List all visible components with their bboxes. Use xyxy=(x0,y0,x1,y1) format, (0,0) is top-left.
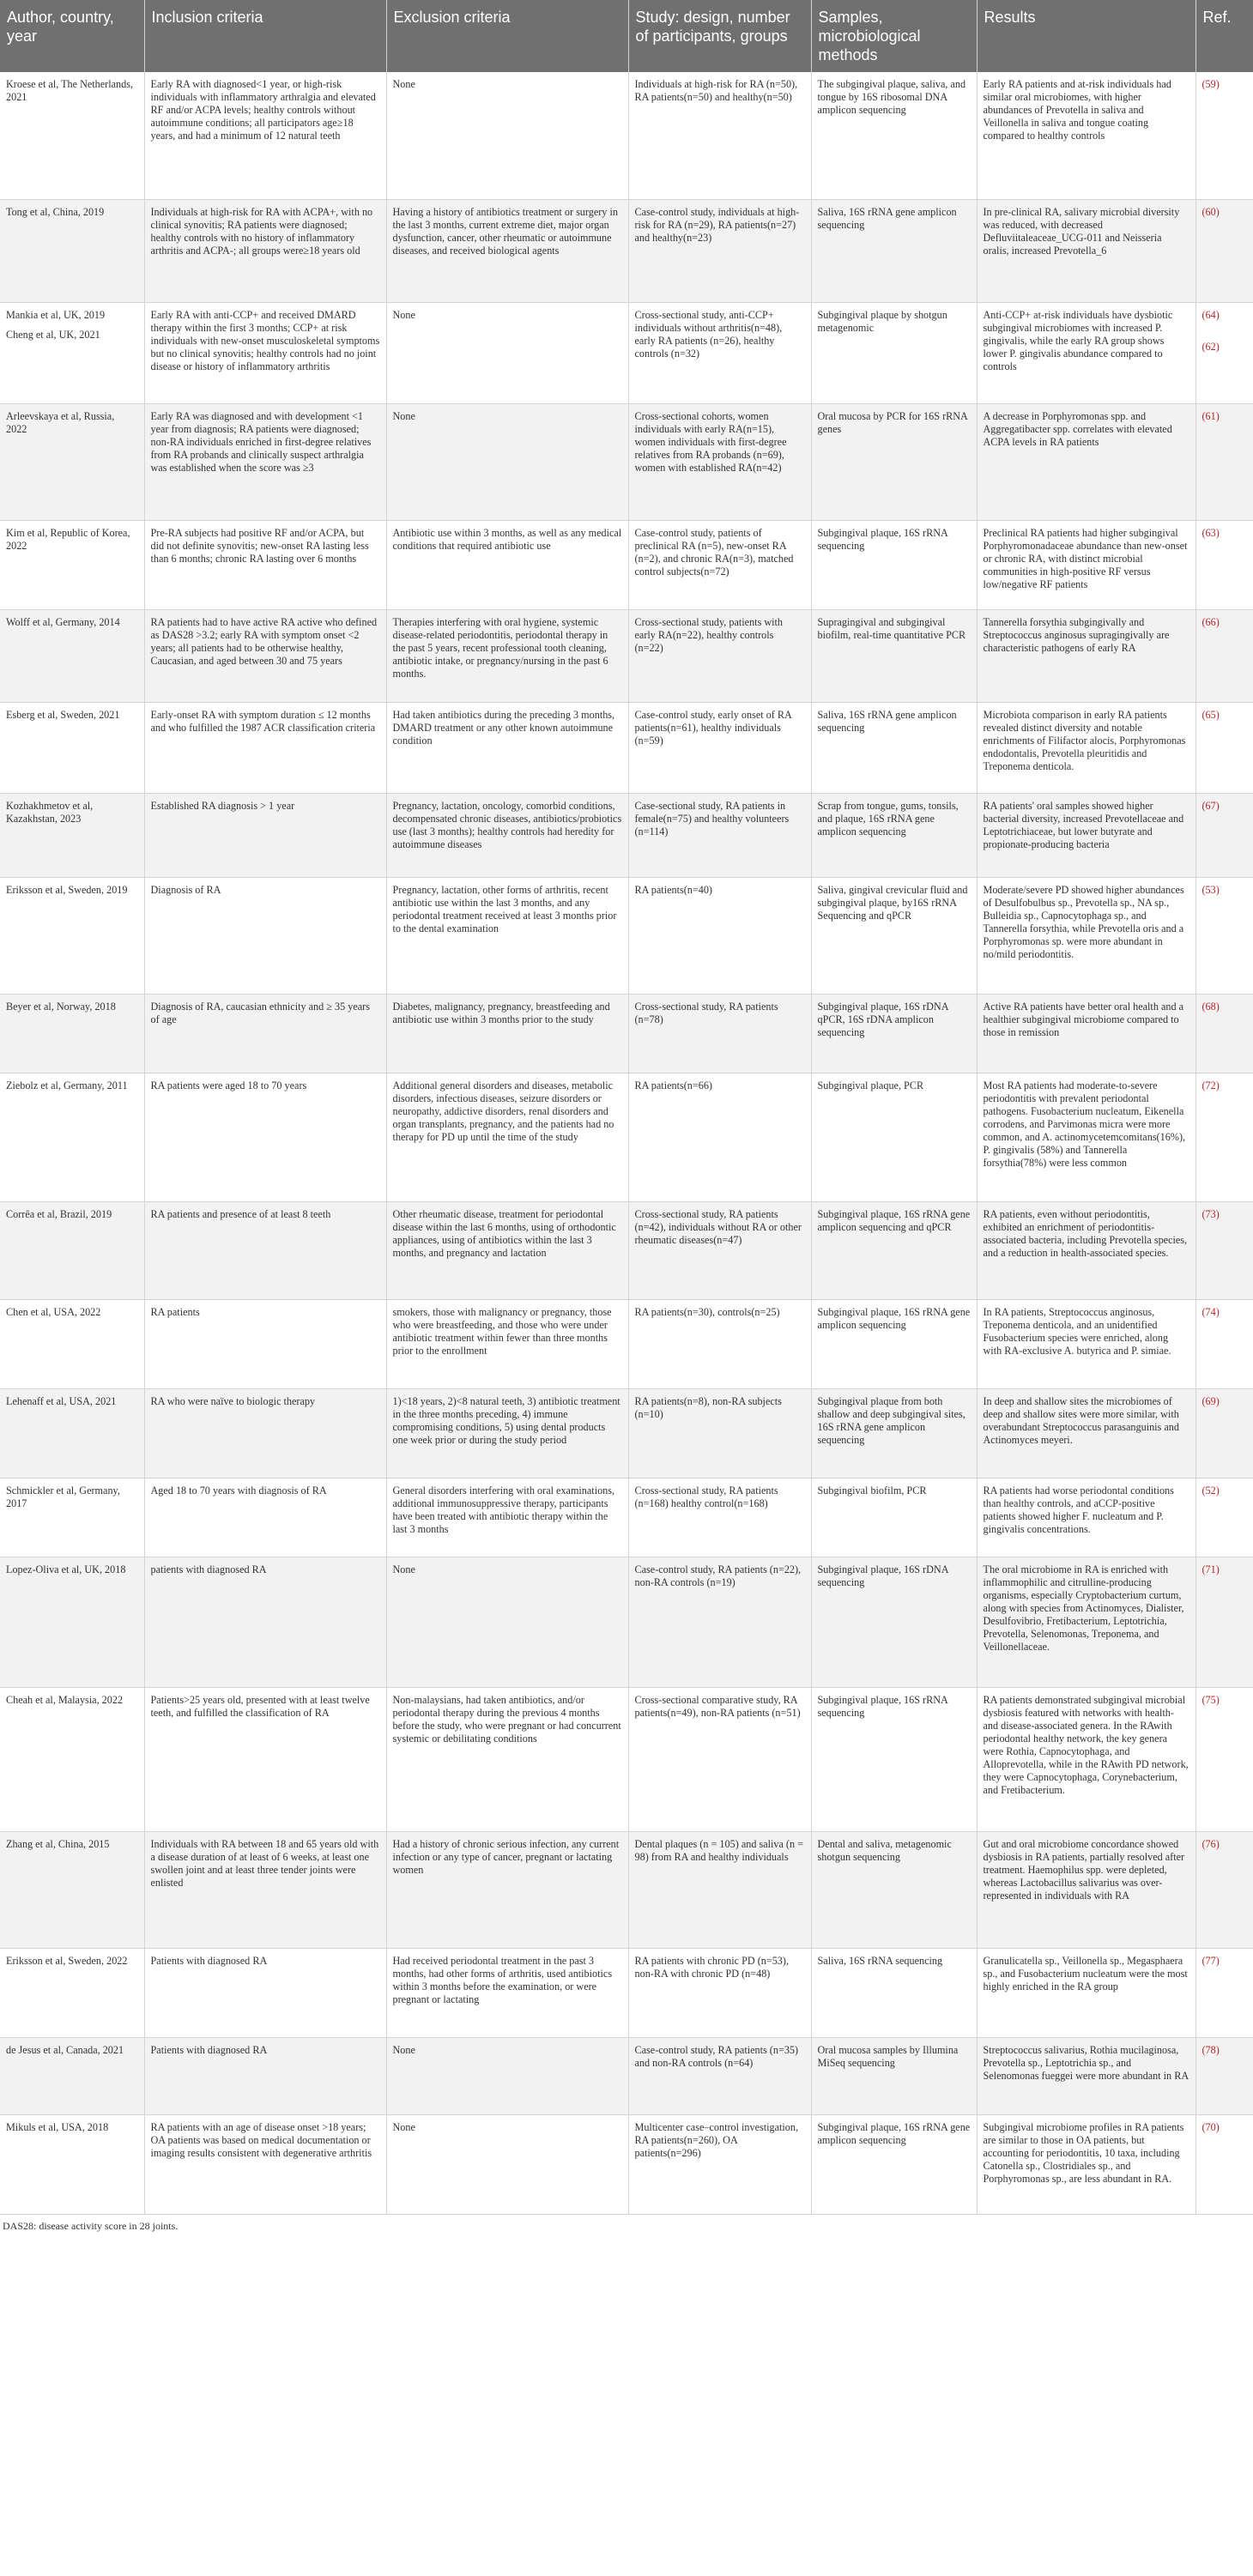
cell-samples: Saliva, 16S rRNA gene amplicon sequencing xyxy=(811,702,977,793)
cell-author: Eriksson et al, Sweden, 2022 xyxy=(0,1948,144,2037)
cell-results: RA patients' oral samples showed higher bacterial diversity, increased Prevotellaceae and Leptotrichiaceae, but lower butyrate and propionate-producing bacteria xyxy=(977,793,1195,877)
cell-inclusion: Patients>25 years old, presented with at least twelve teeth, and fulfilled the classification of RA xyxy=(144,1687,386,1831)
cell-study: Case-control study, RA patients (n=35) and non-RA controls (n=64) xyxy=(628,2037,811,2114)
cell-inclusion: Patients with diagnosed RA xyxy=(144,1948,386,2037)
ref-first[interactable]: (64) xyxy=(1202,308,1220,321)
cell-samples: Subgingival plaque, PCR xyxy=(811,1073,977,1201)
cell-results: In deep and shallow sites the microbiomes of deep and shallow sites were more similar, with overabundant Streptococcus parasanguinis and Actinomyces meyeri. xyxy=(977,1388,1195,1478)
cell-inclusion: Aged 18 to 70 years with diagnosis of RA xyxy=(144,1478,386,1557)
cell-author: Chen et al, USA, 2022 xyxy=(0,1299,144,1388)
cell-exclusion: 1)<18 years, 2)<8 natural teeth, 3) antibiotic treatment in the three months preceding, 4) immune compromising conditions, 5) using dental products one week prior or during the study period xyxy=(386,1388,628,1478)
cell-results: Preclinical RA patients had higher subgingival Porphyromonadaceae abundance than new-onset or chronic RA, with distinct microbial communities in high-positive RF versus low/negative RF patients xyxy=(977,520,1195,609)
cell-results: Moderate/severe PD showed higher abundances of Desulfobulbus sp., Prevotella sp., NA sp., Bulleidia sp., Capnocytophaga sp., and Tannerella forsythia, while Prevotella oris and a Porphyromonas sp. were more abundant in no/mild periodontitis. xyxy=(977,877,1195,994)
cell-results: In RA patients, Streptococcus anginosus, Treponema denticola, and an unidentified Fusobacterium species were enriched, along with RA-exclusive A. butyrica and P. simiae. xyxy=(977,1299,1195,1388)
cell-exclusion: General disorders interfering with oral examinations, additional immunosuppressive therapy, participants have been treated with antibiotic therapy within the last 3 months xyxy=(386,1478,628,1557)
cell-exclusion: None xyxy=(386,1557,628,1687)
cell-study: Case-control study, early onset of RA patients(n=61), healthy individuals (n=59) xyxy=(628,702,811,793)
table-row xyxy=(0,1687,1253,1831)
table-row xyxy=(0,2114,1253,2214)
table-row xyxy=(0,1073,1253,1201)
cell-study: RA patients(n=8), non-RA subjects (n=10) xyxy=(628,1388,811,1478)
cell-exclusion: None xyxy=(386,403,628,520)
cell-exclusion: Had taken antibiotics during the preceding 3 months, DMARD treatment or any other known autoimmune condition xyxy=(386,702,628,793)
header-ref: Ref. xyxy=(1195,0,1253,72)
table-row xyxy=(0,793,1253,877)
header-author: Author, country, year xyxy=(0,0,144,72)
cell-study: RA patients(n=40) xyxy=(628,877,811,994)
cell-ref[interactable]: (59) xyxy=(1195,72,1253,199)
cell-samples: Supragingival and subgingival biofilm, real-time quantitative PCR xyxy=(811,609,977,702)
cell-inclusion: RA patients xyxy=(144,1299,386,1388)
cell-study: Cross-sectional study, RA patients (n=42), individuals without RA or other rheumatic diseases(n=47) xyxy=(628,1201,811,1299)
table-row xyxy=(0,2037,1253,2114)
cell-ref[interactable]: (78) xyxy=(1195,2037,1253,2114)
cell-samples: Oral mucosa by PCR for 16S rRNA genes xyxy=(811,403,977,520)
cell-inclusion: RA patients with an age of disease onset >18 years; OA patients was based on medical documentation or imaging results consistent with degenerative arthritis xyxy=(144,2114,386,2214)
author-second: Cheng et al, UK, 2021 xyxy=(6,328,100,341)
cell-inclusion: Individuals with RA between 18 and 65 years old with a disease duration of at least of 6 weeks, at least one swollen joint and at least three tender joints were enlisted xyxy=(144,1831,386,1948)
cell-samples: Dental and saliva, metagenomic shotgun sequencing xyxy=(811,1831,977,1948)
cell-samples: Subgingival plaque, 16S rRNA sequencing xyxy=(811,1687,977,1831)
cell-results: Granulicatella sp., Veillonella sp., Megasphaera sp., and Fusobacterium nucleatum were the most highly enriched in the RA group xyxy=(977,1948,1195,2037)
cell-samples: Subgingival plaque, 16S rRNA sequencing xyxy=(811,520,977,609)
cell-author: Schmickler et al, Germany, 2017 xyxy=(0,1478,144,1557)
table-row xyxy=(0,877,1253,994)
cell-results: RA patients had worse periodontal conditions than healthy controls, and aCCP-positive patients showed higher F. nucleatum and P. gingivalis concentrations. xyxy=(977,1478,1195,1557)
cell-results: Most RA patients had moderate-to-severe periodontitis with prevalent periodontal pathogens. Fusobacterium nucleatum, Eikenella corrodens, and Parvimonas micra were more common, and A. actinomycetemcomitans(16%), P. gingivalis (58%) and Tannerella forsythia(78%) were less common xyxy=(977,1073,1195,1201)
cell-ref[interactable]: (67) xyxy=(1195,793,1253,877)
cell-exclusion: Therapies interfering with oral hygiene, systemic disease-related periodontitis, periodontal therapy in the past 5 years, recent professional tooth cleaning, antibiotic intake, or pregnancy/nursing in the past 6 months. xyxy=(386,609,628,702)
cell-author: Lopez-Oliva et al, UK, 2018 xyxy=(0,1557,144,1687)
table-row xyxy=(0,609,1253,702)
cell-results: Tannerella forsythia subgingivally and Streptococcus anginosus supragingivally are characteristic pathogens of early RA xyxy=(977,609,1195,702)
cell-exclusion: Other rheumatic disease, treatment for periodontal disease within the last 6 months, using of orthodontic appliances, using of antibiotics within the last 3 months, and pregnancy and lactation xyxy=(386,1201,628,1299)
header-exclusion: Exclusion criteria xyxy=(386,0,628,72)
cell-ref[interactable]: (75) xyxy=(1195,1687,1253,1831)
cell-inclusion: RA who were naïve to biologic therapy xyxy=(144,1388,386,1478)
table-row xyxy=(0,994,1253,1073)
cell-study: Multicenter case–control investigation, RA patients(n=260), OA patients(n=296) xyxy=(628,2114,811,2214)
table-footnote: DAS28: disease activity score in 28 joints. xyxy=(3,2219,179,2232)
header-row xyxy=(0,0,1253,72)
table-row xyxy=(0,72,1253,199)
cell-samples: Subgingival plaque by shotgun metagenomic xyxy=(811,302,977,403)
table-row xyxy=(0,1299,1253,1388)
cell-ref[interactable]: (63) xyxy=(1195,520,1253,609)
table-row xyxy=(0,199,1253,302)
cell-exclusion: Antibiotic use within 3 months, as well as any medical conditions that required antibiotic use xyxy=(386,520,628,609)
cell-inclusion: Established RA diagnosis > 1 year xyxy=(144,793,386,877)
cell-ref[interactable]: (60) xyxy=(1195,199,1253,302)
cell-author: Mikuls et al, USA, 2018 xyxy=(0,2114,144,2214)
author-first: Mankia et al, UK, 2019 xyxy=(6,308,106,321)
cell-ref[interactable]: (70) xyxy=(1195,2114,1253,2214)
table-row xyxy=(0,302,1253,403)
cell-author: Corrêa et al, Brazil, 2019 xyxy=(0,1201,144,1299)
cell-inclusion: patients with diagnosed RA xyxy=(144,1557,386,1687)
cell-samples: Oral mucosa samples by Illumina MiSeq sequencing xyxy=(811,2037,977,2114)
cell-study: Dental plaques (n = 105) and saliva (n = 98) from RA and healthy individuals xyxy=(628,1831,811,1948)
cell-author: Ziebolz et al, Germany, 2011 xyxy=(0,1073,144,1201)
cell-samples: Saliva, 16S rRNA gene amplicon sequencing xyxy=(811,199,977,302)
cell-ref[interactable]: (77) xyxy=(1195,1948,1253,2037)
cell-study: Cross-sectional cohorts, women individuals with early RA(n=15), women individuals with first-degree relatives from RA probands (n=69), women with established RA(n=42) xyxy=(628,403,811,520)
cell-exclusion: Had received periodontal treatment in the past 3 months, had other forms of arthritis, used antibiotics within 3 months before the examination, or were pregnant or lactating xyxy=(386,1948,628,2037)
cell-study: Case-control study, patients of preclinical RA (n=5), new-onset RA (n=2), and chronic RA(n=3), matched control subjects(n=72) xyxy=(628,520,811,609)
cell-author: Zhang et al, China, 2015 xyxy=(0,1831,144,1948)
table-row xyxy=(0,520,1253,609)
cell-study: RA patients(n=66) xyxy=(628,1073,811,1201)
cell-author: Kozhakhmetov et al, Kazakhstan, 2023 xyxy=(0,793,144,877)
cell-inclusion: Pre-RA subjects had positive RF and/or ACPA, but did not definite synovitis; new-onset RA lasting less than 6 months; chronic RA lasting over 6 months xyxy=(144,520,386,609)
header-inclusion: Inclusion criteria xyxy=(144,0,386,72)
cell-exclusion: None xyxy=(386,72,628,199)
cell-results: Subgingival microbiome profiles in RA patients are similar to those in OA patients, but accounting for periodontitis, 10 taxa, including Catonella sp., Clostridiales sp., and Porphyromonas sp., are less abundant in RA. xyxy=(977,2114,1195,2214)
cell-exclusion: Non-malaysians, had taken antibiotics, and/or periodontal therapy during the previous 4 months before the study, who were pregnant or had concurrent systemic or debilitating conditions xyxy=(386,1687,628,1831)
cell-ref[interactable]: (72) xyxy=(1195,1073,1253,1201)
cell-inclusion: Early RA with diagnosed<1 year, or high-risk individuals with inflammatory arthralgia and elevated RF and/or ACPA levels; healthy controls without autoimmune conditions; all participators age≥18 years, and had a minimum of 12 natural teeth xyxy=(144,72,386,199)
cell-results: In pre-clinical RA, salivary microbial diversity was reduced, with decreased Defluviitaleaceae_UCG-011 and Neisseria oralis, increased Prevotella_6 xyxy=(977,199,1195,302)
cell-exclusion: Pregnancy, lactation, other forms of arthritis, recent antibiotic use within the last 3 months, and any periodontal treatment received at least 3 months prior to the dental examination xyxy=(386,877,628,994)
header-results: Results xyxy=(977,0,1195,72)
header-study: Study: design, number of participants, groups xyxy=(628,0,811,72)
cell-ref[interactable]: (74) xyxy=(1195,1299,1253,1388)
cell-exclusion: None xyxy=(386,2114,628,2214)
cell-results: Streptococcus salivarius, Rothia mucilaginosa, Prevotella sp., Leptotrichia sp., and Selenomonas fueggei were more abundant in RA xyxy=(977,2037,1195,2114)
cell-study: RA patients(n=30), controls(n=25) xyxy=(628,1299,811,1388)
cell-samples: Scrap from tongue, gums, tonsils, and plaque, 16S rRNA gene amplicon sequencing xyxy=(811,793,977,877)
cell-author: Wolff et al, Germany, 2014 xyxy=(0,609,144,702)
cell-study: Case-sectional study, RA patients in female(n=75) and healthy volunteers (n=114) xyxy=(628,793,811,877)
cell-inclusion: Diagnosis of RA xyxy=(144,877,386,994)
cell-inclusion: RA patients were aged 18 to 70 years xyxy=(144,1073,386,1201)
table-row xyxy=(0,1201,1253,1299)
cell-samples: Subgingival biofilm, PCR xyxy=(811,1478,977,1557)
cell-study: RA patients with chronic PD (n=53), non-RA with chronic PD (n=48) xyxy=(628,1948,811,2037)
cell-author: Esberg et al, Sweden, 2021 xyxy=(0,702,144,793)
table-row xyxy=(0,1478,1253,1557)
cell-author: Tong et al, China, 2019 xyxy=(0,199,144,302)
cell-study: Case-control study, individuals at high-risk for RA (n=29), RA patients(n=27) and healthy(n=23) xyxy=(628,199,811,302)
cell-ref[interactable]: (61) xyxy=(1195,403,1253,520)
cell-ref[interactable]: (68) xyxy=(1195,994,1253,1073)
cell-author: Kroese et al, The Netherlands, 2021 xyxy=(0,72,144,199)
table-row xyxy=(0,1948,1253,2037)
cell-study: Case-control study, RA patients (n=22), non-RA controls (n=19) xyxy=(628,1557,811,1687)
cell-exclusion: Pregnancy, lactation, oncology, comorbid conditions, decompensated chronic diseases, antibiotics/probiotics use (last 3 months); healthy controls had heredity for autoimmune diseases xyxy=(386,793,628,877)
cell-inclusion: Diagnosis of RA, caucasian ethnicity and ≥ 35 years of age xyxy=(144,994,386,1073)
cell-results: The oral microbiome in RA is enriched with inflammophilic and citrulline-producing organisms, especially Cryptobacterium curtum, along with species from Actinomyces, Dialister, Desulfovibrio, Fretibacterium, Leptotrichia, Prevotella, Selenomonas, Treponema, and Veillonellaceae. xyxy=(977,1557,1195,1687)
cell-study: Cross-sectional study, patients with early RA(n=22), healthy controls (n=22) xyxy=(628,609,811,702)
cell-exclusion: Had a history of chronic serious infection, any current infection or any type of cancer, pregnant or lactating women xyxy=(386,1831,628,1948)
cell-inclusion: Early RA with anti-CCP+ and received DMARD therapy within the first 3 months; CCP+ at risk individuals with new-onset musculoskeletal symptoms but no clinical synovitis; healthy controls had no joint disease or history of inflammatory arthritis xyxy=(144,302,386,403)
cell-inclusion: Patients with diagnosed RA xyxy=(144,2037,386,2114)
cell-ref xyxy=(1195,302,1253,403)
cell-ref[interactable]: (66) xyxy=(1195,609,1253,702)
table-body xyxy=(0,72,1253,2214)
cell-inclusion: Early-onset RA with symptom duration ≤ 12 months and who fulfilled the 1987 ACR classification criteria xyxy=(144,702,386,793)
cell-samples: Subgingival plaque, 16S rRNA gene amplicon sequencing xyxy=(811,1299,977,1388)
cell-results: RA patients, even without periodontitis, exhibited an enrichment of periodontitis-associated bacteria, including Prevotella species, and a reduction in health-associated species. xyxy=(977,1201,1195,1299)
header-samples: Samples, microbiological methods xyxy=(811,0,977,72)
table-header xyxy=(0,0,1253,72)
cell-results: Early RA patients and at-risk individuals had similar oral microbiomes, with higher abundances of Prevotella in saliva and Veillonella in saliva and tongue coating compared to healthy controls xyxy=(977,72,1195,199)
cell-ref[interactable]: (76) xyxy=(1195,1831,1253,1948)
cell-author: Beyer et al, Norway, 2018 xyxy=(0,994,144,1073)
table-row xyxy=(0,403,1253,520)
cell-samples: The subgingival plaque, saliva, and tongue by 16S ribosomal DNA amplicon sequencing xyxy=(811,72,977,199)
cell-samples: Saliva, gingival crevicular fluid and subgingival plaque, by16S rRNA Sequencing and qPCR xyxy=(811,877,977,994)
cell-ref[interactable]: (71) xyxy=(1195,1557,1253,1687)
cell-study: Individuals at high-risk for RA (n=50), RA patients(n=50) and healthy(n=50) xyxy=(628,72,811,199)
cell-ref[interactable]: (69) xyxy=(1195,1388,1253,1478)
cell-study: Cross-sectional comparative study, RA patients(n=49), non-RA patients (n=51) xyxy=(628,1687,811,1831)
cell-author: de Jesus et al, Canada, 2021 xyxy=(0,2037,144,2114)
cell-samples: Subgingival plaque, 16S rDNA sequencing xyxy=(811,1557,977,1687)
table-row xyxy=(0,702,1253,793)
ref-second[interactable]: (62) xyxy=(1202,340,1220,353)
cell-author xyxy=(0,302,144,403)
cell-study: Cross-sectional study, anti-CCP+ individuals without arthritis(n=48), early RA patients (n=26), healthy controls (n=32) xyxy=(628,302,811,403)
cell-results: Microbiota comparison in early RA patients revealed distinct diversity and notable enrichments of Filifactor alocis, Porphyromonas endodontalis, Prevotella pleuritidis and Treponema denticola. xyxy=(977,702,1195,793)
cell-results: RA patients demonstrated subgingival microbial dysbiosis featured with networks with health- and disease-associated genera. In the RAwith periodontal healthy network, the key genera were Rothia, Capnocytophaga, and Alloprevotella, while in the RAwith PD network, they were Capnocytophaga, Corynebacterium, and Fretibacterium. xyxy=(977,1687,1195,1831)
cell-exclusion: Diabetes, malignancy, pregnancy, breastfeeding and antibiotic use within 3 months prior to the study xyxy=(386,994,628,1073)
cell-author: Eriksson et al, Sweden, 2019 xyxy=(0,877,144,994)
cell-samples: Subgingival plaque from both shallow and deep subgingival sites, 16S rRNA gene amplicon sequencing xyxy=(811,1388,977,1478)
table-row xyxy=(0,1557,1253,1687)
cell-inclusion: RA patients and presence of at least 8 teeth xyxy=(144,1201,386,1299)
cell-exclusion: smokers, those with malignancy or pregnancy, those who were breastfeeding, and those who were under antibiotic treatment within fewer than three months prior to the enrollment xyxy=(386,1299,628,1388)
cell-exclusion: None xyxy=(386,302,628,403)
cell-results: Gut and oral microbiome concordance showed dysbiosis in RA patients, partially resolved after treatment. Haemophilus spp. were depleted, whereas Lactobacillus salivarius was over-represented in individuals with RA xyxy=(977,1831,1195,1948)
cell-author: Arleevskaya et al, Russia, 2022 xyxy=(0,403,144,520)
cell-ref[interactable]: (53) xyxy=(1195,877,1253,994)
cell-results: A decrease in Porphyromonas spp. and Aggregatibacter spp. correlates with elevated ACPA levels in RA patients xyxy=(977,403,1195,520)
table-row xyxy=(0,1388,1253,1478)
cell-exclusion: Additional general disorders and diseases, metabolic disorders, infectious diseases, seizure disorders or neuropathy, addictive disorders, renal disorders and organ transplants, pregnancy, and the patients had no therapy for PD up until the time of the study xyxy=(386,1073,628,1201)
cell-inclusion: RA patients had to have active RA active who defined as DAS28 >3.2; early RA with symptom onset <2 years; all patients had to be otherwise healthy, Caucasian, and aged between 30 and 75 years xyxy=(144,609,386,702)
cell-author: Lehenaff et al, USA, 2021 xyxy=(0,1388,144,1478)
cell-results: Anti-CCP+ at-risk individuals have dysbiotic subgingival microbiomes with increased P. gingivalis, while the early RA group shows lower P. gingivalis abundance compared to controls xyxy=(977,302,1195,403)
cell-samples: Subgingival plaque, 16S rRNA gene amplicon sequencing xyxy=(811,2114,977,2214)
cell-ref[interactable]: (65) xyxy=(1195,702,1253,793)
cell-author: Kim et al, Republic of Korea, 2022 xyxy=(0,520,144,609)
cell-study: Cross-sectional study, RA patients (n=168) healthy control(n=168) xyxy=(628,1478,811,1557)
cell-ref[interactable]: (52) xyxy=(1195,1478,1253,1557)
cell-study: Cross-sectional study, RA patients (n=78) xyxy=(628,994,811,1073)
cell-exclusion: None xyxy=(386,2037,628,2114)
cell-ref[interactable]: (73) xyxy=(1195,1201,1253,1299)
cell-exclusion: Having a history of antibiotics treatment or surgery in the last 3 months, current extreme diet, major organ dysfunction, cancer, other rheumatic or autoimmune diseases, and received biological agents xyxy=(386,199,628,302)
cell-inclusion: Early RA was diagnosed and with development <1 year from diagnosis; RA patients were diagnosed; non-RA individuals enriched in first-degree relatives from RA probands and clinically suspect arthralgia was established when the score was ≥3 xyxy=(144,403,386,520)
cell-samples: Saliva, 16S rRNA sequencing xyxy=(811,1948,977,2037)
table-row xyxy=(0,1831,1253,1948)
cell-samples: Subgingival plaque, 16S rRNA gene amplicon sequencing and qPCR xyxy=(811,1201,977,1299)
cell-samples: Subgingival plaque, 16S rDNA qPCR, 16S rDNA amplicon sequencing xyxy=(811,994,977,1073)
cell-results: Active RA patients have better oral health and a healthier subgingival microbiome compared to those in remission xyxy=(977,994,1195,1073)
cell-author: Cheah et al, Malaysia, 2022 xyxy=(0,1687,144,1831)
cell-inclusion: Individuals at high-risk for RA with ACPA+, with no clinical synovitis; RA patients were diagnosed; healthy controls with no history of inflammatory arthritis and ACPA-; all groups were≥18 years old xyxy=(144,199,386,302)
